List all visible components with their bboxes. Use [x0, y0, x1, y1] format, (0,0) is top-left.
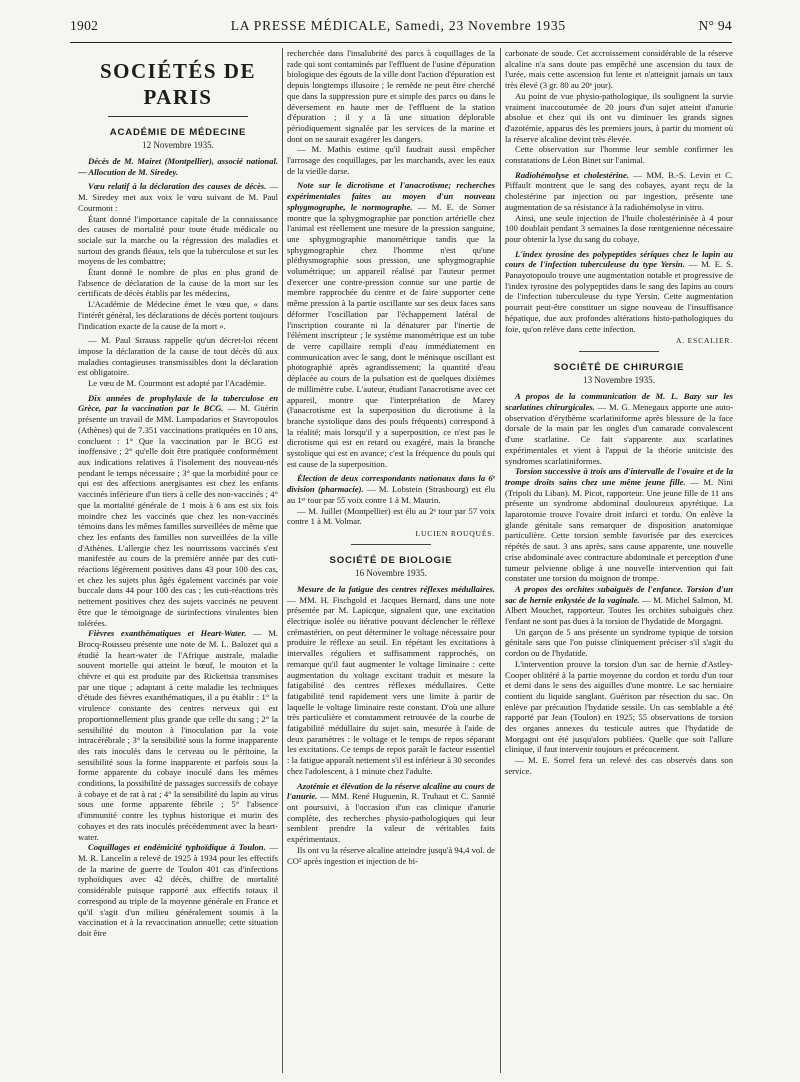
paragraph: Radiohémolyse et cholestérine. — MM. B.-S. Levin et C. Piffault montrent que le sang des cobayes, ayant reçu de la cholestérine par injection ou par ingestion, présente une augmentation de sa résistance à la radiohémolyse in vitro. — [505, 169, 733, 212]
separator — [351, 544, 431, 545]
report-title: Mesure de la fatigue des centres réflexes médullaires. — [297, 583, 495, 594]
signature: LUCIEN ROUQUÈS. — [415, 528, 495, 538]
paragraph: L'Académie de Médecine émet le vœu que, « dans l'intérêt général, les déclarations de décès portent toujours l'indication exacte de la cause de la mort ». — [78, 299, 278, 331]
paragraph: L'intervention prouve la torsion d'un sac de hernie d'Astley-Cooper oblitéré à la partie moyenne du cordon et tordu d'un tour et demi dans le sens des aiguilles d'une montre. Le sac herniaire contient du liquide sanglant. Guérison par résection du sac. On enlève par précaution l'hydatide sessile. Un cas semblable a été rapporté par Jean (Toulon) en 1925; 55 observations de torsion des organes annexes du testicule autres que l'hydatide de Morgagni ont été jusqu'alors publiées. Quelle que soit l'allure clinique, il faut intervenir toujours et précocement. — [505, 658, 733, 755]
report-title: Torsion successive à trois ans d'intervalle de l'ovaire et de la trompe droits sains chez une même jeune fille. — [505, 466, 733, 487]
page-number: 1902 — [70, 18, 99, 33]
signature: A. ESCALIER. — [675, 336, 733, 346]
paragraph: Coquillages et endémicité typhoïdique à Toulon. — M. R. Lancelin a relevé de 1925 à 1934 pour les effectifs de la marine de guerre de Toulon 401 cas d'infections typhoïdiques avec 42 décès, chiffre de mortalité considérable puisque rapporté aux effectifs totaux il correspond au triple de la moyenne générale en France et qu'il s'agit d'un milieu généralement soumis à la vaccination et à la revaccination annuelle; cette situation doit être — [78, 842, 278, 938]
paragraph: Dix années de prophylaxie de la tuberculose en Grèce, par la vaccination par le BCG. — M. Guérin présente un travail de MM. Lampadarios et Stavropoulos (Athènes) qui de 7.351 vaccinations pratiquées en 10 ans, concluent : 1° Que la vaccination par le BCG est inoffensive ; 2° qu'elle doit être pratiquée conformément aux indications relatives à l'isolement des nouveau-nés pendant le temps nécessaire ; 3° que la morbidité pour ce qui est des affections anergisantes est chez les enfants vaccinés inférieure d'un tiers à celle des non-vaccinés ; 4° que la mortalité générale de 1 mois à 6 ans est six fois moindre chez les vaccinés que chez les non-vaccinés témoins dans les mêmes familles surveillées de même que chez les enfants des familles non surveillées de la ville d'Athènes. L'allergie chez les nourrissons vaccinés s'est manifestée au cours de la première année par des cuti-réactions légèrement positives dans 43 pour 100 des cas, et chez les sujets plus âgés également vaccinés par voie buccale dans 44 pour 100 des cas ; les cuti-réactions très nettement positives chez des sujets vaccinés ne peuvent être que le témoignage de surinfections virulentes bien tolérées. — [78, 392, 278, 628]
title-rule — [108, 116, 248, 117]
paragraph: Au point de vue physio-pathologique, ils soulignent la survie vraiment inaccoutumée de 20 jours d'un sujet atteint d'anurie absolue et chez qui ils ont vu diminuer les grands signes d'azotémie, apparus dès les premiers jours, à partir du moment où la réserve alcaline devint très élevée. — [505, 90, 733, 144]
report-title: L'index tyrosine des polypeptides sériques chez le lapin au cours de l'infection tuberculeuse du type Yersin. — [505, 248, 733, 270]
paragraph: Étant donné le nombre de plus en plus grand de l'absence de déclaration de la cause de la mort sur les certificats de décès établis par les médecins, — [78, 267, 278, 299]
paragraph: A propos des orchites subaiguës de l'enfance. Torsion d'un sac de hernie enkystée de la vaginale. — M. Michel Salmon, M. Albert Mouchet, rapporteur. Toutes les orchites subaiguës chez l'enfant ne sont pas dues à la torsion de l'hydatide de Morgagni. — [505, 583, 733, 627]
journal-title: LA PRESSE MÉDICALE, Samedi, 23 Novembre 1935 — [230, 18, 566, 33]
section-title-biologie: SOCIÉTÉ DE BIOLOGIE — [329, 554, 453, 566]
paragraph: Ils ont vu la réserve alcaline atteindre jusqu'à 94,4 vol. de CO² après ingestion et injection de bi- — [287, 844, 495, 866]
report-title: Radiohémolyse et cholestérine. — [515, 169, 629, 180]
report-title: Fièvres exanthématiques et Heart-Water. — [88, 628, 247, 639]
paragraph: — M. Juillet (Montpellier) est élu au 2ᵉ tour par 57 voix contre 1 à M. Volmar. — [287, 505, 495, 527]
paragraph: L'index tyrosine des polypeptides sériques chez le lapin au cours de l'infection tuberculeuse du type Yersin. — M. E. S. Panayotopoulo trouve une augmentation notable et progressive de l'index tyrosine des polypeptides dans le sang des lapins au cours de l'infection tuberculeuse du type Yersin. Cette augmentation pourrait peut-être constituer un signe nouveau de l'insuffisance hépatique, due aux profondes altérations histo-pathologiques du foie, qu'on relève dans cette infection. — [505, 248, 733, 334]
paragraph: A propos de la communication de M. L. Bazy sur les scarlatines chirurgicales. — M. G. Menegaux apporte une auto-observation d'érythème scarlatiniforme après blessure de la face dorsale de la main par les ongles d'un camarade convalescent d'une scarlatine. Ce fait s'apparente aux scarlatines expérimentales et vient à l'appui de la théorie unitciste des syndromes scarlatiniformes. — [505, 391, 733, 466]
paragraph: Fièvres exanthématiques et Heart-Water. — M. Brocq-Rousseu présente une note de M. L. Balozet qui a étudié la heart-water de l'Afrique australe, maladie souvent mortelle qui atteint le bœuf, le mouton et la chèvre et qui est produite par des Rickettsia transmises par une tique ; adaptant à cette maladie les techniques d'étude des fièvres exanthématiques, il a pu établir : 1° la virulence constante des centres nerveux qui est proportionnellement plus grande que celle du sang ; 2° la sensibilité du mouton à l'inoculation par la voie intracérébrale ; 3° la sensibilité sous la forme inapparente des rats inoculés dans le cerveau ou le péritoine, la sensibilité sous la forme inapparente et parfois sous la forme apparente du cobaye inoculé dans les mêmes conditions, la possibilité de passages successifs de cobaye à cobaye et de rat à rat ; 4° la sensibilité du lapin au virus sous une forme apparente fébrile ; 5° l'absence d'immunité contre les typhus historique et murin des cobayes et des rats inoculés précédemment avec la heart-water. — [78, 628, 278, 842]
column-3 — [505, 48, 733, 1073]
issue-number: N° 94 — [698, 18, 732, 33]
report-title: Vœu relatif à la déclaration des causes de décès. — [88, 181, 267, 192]
paragraph: recherchée dans l'insalubrité des parcs à coquillages de la rade qui sont contaminés par l'effluent de l'usine d'épuration biologique des égouts de la ville dont l'action d'épuration est depuis longtemps illusoire ; le remède ne peut être cherché que dans la suppression pure et simple des parcs ou dans le déversement en haute mer de l'effluent de la station d'épuration ; il y a là une situation déplorable périodiquement signalée par les services de la marine et dont on ne saurait exagérer les dangers. — [287, 48, 495, 144]
report-title: Dix années de prophylaxie de la tuberculose en Grèce, par la vaccination par le BCG. — [78, 392, 278, 414]
paragraph: Vœu relatif à la déclaration des causes de décès. — M. Siredey met aux voix le vœu suivant de M. Paul Courmont : — [78, 181, 278, 213]
paragraph: carbonate de soude. Cet accroissement considérable de la réserve alcaline n'a sans doute pas empêché une ascension du taux de l'urée, mais cette ascension fut lente et n'atteignit jamais un taux très élevé (3 gr. 80 au 20ᵉ jour). — [505, 48, 733, 91]
paragraph: Cette observation sur l'homme leur semble confirmer les constatations de Léon Binet sur l'animal. — [505, 144, 733, 166]
report-title: Azotémie et élévation de la réserve alcaline au cours de l'anurie. — [287, 780, 495, 802]
paragraph: Le vœu de M. Courmont est adopté par l'Académie. — [88, 378, 267, 389]
separator — [579, 351, 659, 352]
column-2 — [287, 48, 495, 1073]
paragraph: Élection de deux correspondants nationaux dans la 6ᵉ division (pharmacie). — M. Lobstein (Strasbourg) est élu au 1ᵉʳ tour par 55 voix contre 1 à M. Maurin. — [287, 473, 495, 505]
paragraph: Un garçon de 5 ans présente un syndrome typique de torsion génitale sans que l'on puisse cliniquement préciser s'il s'agit du cordon ou de l'hydatide. — [505, 626, 733, 659]
section-date: 16 Novembre 1935. — [355, 567, 427, 578]
column-divider — [500, 48, 501, 1073]
paragraph: Décès de M. Mairet (Montpellier), associé national. — Allocution de M. Siredey. — [78, 156, 278, 177]
paragraph: — M. Mathis estime qu'il faudrait aussi empêcher l'arrosage des coquillages, par les marchands, avec les eaux de la vieille darse. — [287, 144, 495, 176]
page-header — [70, 18, 732, 40]
column-divider — [282, 48, 283, 1073]
paragraph: Mesure de la fatigue des centres réflexes médullaires. — MM. H. Fischgold et Jacques Bernard, dans une note présentée par M. Lapicque, signalent que, une excitation électrique isolée ou itérative pouvant déclencher le réflexe crémastérien, on peut déterminer le voltage nécessaire pour produire le réflexe au seuil. En répétant les excitations à intervalles réguliers et suffisamment rapprochés, on remarque qu'il faut augmenter le voltage liminaire : cette augmentation du voltage excitant traduit et mesure la fatigabilité des centres réflexes médullaires. Cette fatigabilité tend rapidement vers une limite à partir de laquelle le voltage liminaire reste constant. D'où une allure très particulière et constamment retrouvée de la courbe de fatigabilité médullaire du sujet sain, mesurée à l'aide de deux paramètres : le voltage et le temps de repos séparant les excitations. Ce temps de repos paraît le facteur essentiel : la fatigue apparaît nettement s'il est inférieur à 30 secondes chez l'adolescent, à 1 minute chez l'adulte. — [287, 583, 495, 776]
main-title: SOCIÉTÉS DE PARIS — [100, 59, 256, 109]
paragraph: Azotémie et élévation de la réserve alcaline au cours de l'anurie. — MM. René Huguenin, R. Truhaut et C. Sannié ont poursuivi, à l'occasion d'un cas clinique d'anurie complète, des recherches physio-pathologiques qui leur semblent prendre la valeur de véritables faits expérimentaux. — [287, 780, 495, 845]
header-rule — [70, 42, 732, 43]
paragraph: Étant donné l'importance capitale de la connaissance des causes de mortalité pour toute étude médicale ou sociale sur la marche ou la régression des maladies et surtout des grands fléaux, tels que la tuberculose et sur les moyens de les combattre; — [78, 213, 278, 267]
report-title: Élection de deux correspondants nationaux dans la 6ᵉ division (pharmacie). — [287, 473, 495, 495]
report-title: A propos de la communication de M. L. Bazy sur les scarlatines chirurgicales. — [505, 391, 733, 412]
report-title: Note sur le dicrotisme et l'anacrotisme; recherches expérimentales faites au moyen d'un nouveau sphygmographe, le normographe. — [287, 180, 495, 212]
report-title: Coquillages et endémicité typhoïdique à Toulon. — [88, 842, 266, 853]
report-title: A propos des orchites subaiguës de l'enfance. Torsion d'un sac de hernie enkystée de la vaginale. — [505, 583, 733, 605]
section-date: 13 Novembre 1935. — [583, 375, 655, 386]
paragraph: Note sur le dicrotisme et l'anacrotisme; recherches expérimentales faites au moyen d'un nouveau sphygmographe, le normographe. — M. E. de Somer montre que la sphygmographie par ponction artérielle chez l'animal est réellement une mesure de la pression sanguine, une sphygmographie manométrique tandis que la sphygmographie chez l'homme n'est qu'une pléthysmographie sous pression, une sphygmographie volumétrique; un appareil réalisé par l'auteur permet d'exercer une contre-pression connue sur une partie de membre rapprochée du centre et de faire supporter cette même pression à la partie oscillante sur ses deux faces sans déformer l'oscillation par l'échappement latéral de l'inscription courante ni la dénaturer par l'inertie de l'élément inscripteur ; le système manométrique est un tube de verre capillaire rempli d'eau immédiatement en communication avec le sang, dont le ménisque oscillant est photographié après agrandissement; la quantité d'eau déplacée au cours de la pulsation est de quelques dixièmes de millimètre cube. L'auteur, étudiant l'anacrotisme avec cet appareil, montre que l'interprétation de Marey (l'anacrotisme est la superposition du dicrotisme à la branche systolique dans des pouls fréquents) correspond à la réalité; mais lorsqu'il y a superposition, ce n'est pas le dicrotisme qui est en retard ou exagéré, mais la branche systolique qui est en avance; c'est la fréquence du pouls qui est cause de la superposition. — [287, 180, 495, 469]
paragraph: — M. Paul Strauss rappelle qu'un décret-loi récent impose la déclaration de la cause de tout décès dû aux maladies contagieuses transmissibles dont la déclaration est obligatoire. — [78, 335, 278, 378]
section-title-chirurgie: SOCIÉTÉ DE CHIRURGIE — [553, 362, 685, 374]
section-title-academie: ACADÉMIE DE MÉDECINE — [109, 127, 247, 138]
paragraph: — M. E. Sorrel fera un relevé des cas observés dans son service. — [505, 755, 733, 776]
paragraph: Ainsi, une seule injection de l'huile cholestérinisée à 4 pour 100 doublait pendant 3 semaines la dose rœntgenienne nécessaire pour obtenir la lyse du sang du cobaye. — [505, 212, 733, 244]
paragraph: Torsion successive à trois ans d'intervalle de l'ovaire et de la trompe droits sains chez une même jeune fille. — M. Nini (Tripoli du Liban). M. Picot, rapporteur. Une jeune fille de 11 ans présente un syndrome abdominal douloureux apyrétique. La laparotomie trouve l'ovaire droit infarci et tordu. On enlève la glande génitale sans remarquer de disposition anatomique particulière. Cette torsion semble favorisée par des exercices répétés de saut. 3 ans après, sans cause apparente, une nouvelle crise abdominale avec contracture abdominale et perception d'une tumeur pelvienne oblige à une nouvelle intervention qui fait constater une torsion du moignon de trompe. — [505, 466, 733, 584]
section-date: 12 Novembre 1935. — [142, 140, 214, 150]
column-1 — [78, 48, 278, 1073]
